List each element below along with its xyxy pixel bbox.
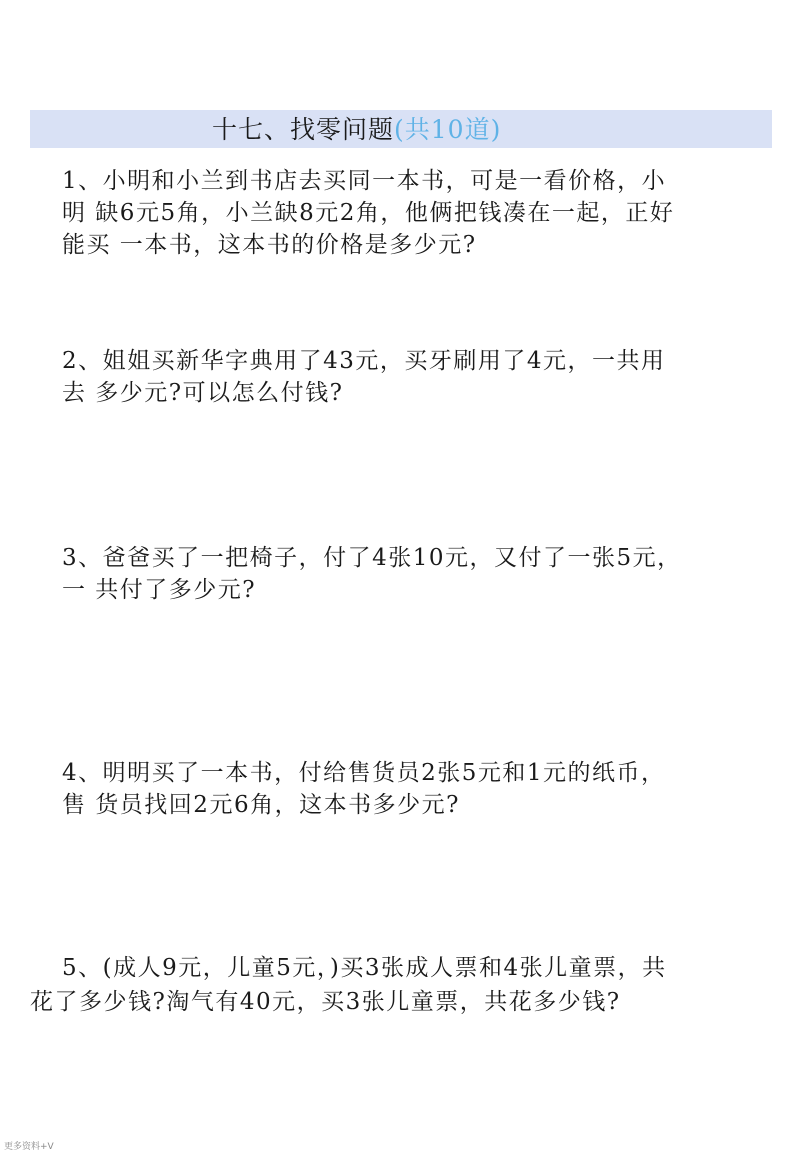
question-4-line-1: 4、明明买了一本书，付给售货员2张5元和1元的纸币， (62, 760, 666, 786)
question-1-line-3: 能买 一本书，这本书的价格是多少元? (62, 232, 477, 258)
question-4-line-2: 售 货员找回2元6角，这本书多少元? (62, 792, 460, 818)
question-3-line-2: 一 共付了多少元? (62, 577, 257, 603)
question-5-line-1: 5、(成人9元，儿童5元，)买3张成人票和4张儿童票，共 (62, 955, 667, 981)
section-title (212, 114, 501, 146)
question-5-line-2: 花了多少钱?淘气有40元，买3张儿童票，共花多少钱? (30, 989, 621, 1015)
question-count: (共10道) (394, 115, 502, 144)
question-2-line-2: 去 多少元?可以怎么付钱? (62, 380, 344, 406)
section-title-main: 十七、找零问题 (212, 115, 395, 144)
question-1-line-1: 1、小明和小兰到书店去买同一本书，可是一看价格，小 (62, 168, 667, 194)
question-1-line-2: 明 缺6元5角，小兰缺8元2角，他俩把钱凑在一起，正好 (62, 200, 675, 226)
footer-note: 更多资料+V (4, 1142, 54, 1152)
question-3-line-1: 3、爸爸买了一把椅子，付了4张10元，又付了一张5元， (62, 545, 682, 571)
question-2-line-1: 2、姐姐买新华字典用了43元，买牙刷用了4元，一共用 (62, 348, 666, 374)
